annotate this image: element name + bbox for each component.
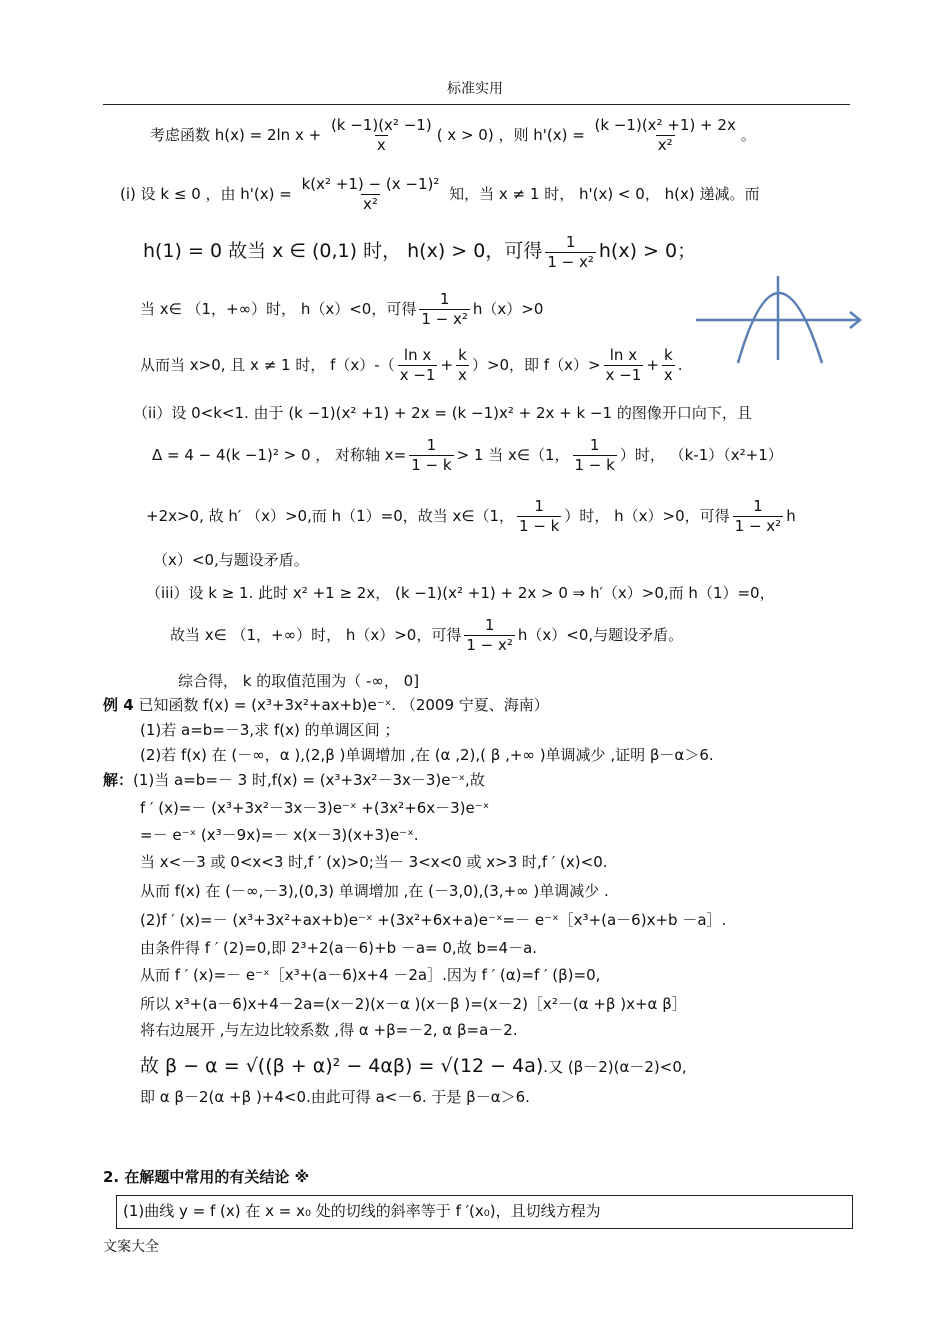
text: + — [440, 355, 454, 374]
text: （ii）设 0<k<1. 由于 (k −1)(x² +1) + 2x = (k −1)x² + 2x + k −1 的图像开口向下，且 — [133, 404, 752, 422]
solution-line-5 — [140, 882, 609, 901]
solution-line-6 — [140, 911, 726, 930]
text: f ′ (x)=－ (x³+3x²－3x－3)e⁻ˣ +(3x²+6x－3)e⁻ˣ — [140, 799, 490, 817]
frac-num: 1 — [753, 497, 763, 515]
frac-num: 1 — [439, 290, 450, 308]
text: 故 β − α = √((β + α)² − 4αβ) = √(12 − 4a) — [140, 1055, 544, 1077]
frac-den: 1 − x² — [421, 309, 468, 328]
text: +2x>0, 故 h′ （x）>0,而 h（1）=0，故当 x∈（1， — [146, 506, 515, 525]
fraction — [517, 497, 561, 536]
text: （x）<0,与题设矛盾。 — [153, 551, 309, 569]
solution-line-7 — [140, 939, 537, 958]
text: 考虑函数 h(x) = 2ln x + — [150, 125, 326, 144]
line-conclusion-k — [178, 672, 419, 691]
fraction — [733, 497, 784, 536]
text: 当 x<－3 或 0<x<3 时,f ′ (x)>0;当－ 3<x<0 或 x>3 时,f ′ (x)<0. — [140, 853, 608, 871]
solution-line-4 — [140, 853, 608, 872]
fraction — [662, 346, 675, 385]
fraction — [409, 436, 453, 475]
fraction — [329, 116, 434, 155]
frac-num: 1 — [484, 616, 495, 634]
text: 所以 x³+(a－6)x+4－2a=(x－2)(x－α )(x－β )=(x－2)［x²－(α +β )x+α β］ — [140, 995, 687, 1013]
text: h — [786, 506, 796, 525]
text: ）时， h（x）>0，可得 — [564, 506, 730, 525]
frac-den: x² — [657, 135, 673, 154]
text: 故当 x∈ （1，+∞）时， h（x）>0，可得 — [170, 625, 462, 644]
line-contradiction-iii — [170, 616, 683, 655]
example-4-q2 — [140, 746, 714, 765]
line-case-iii — [146, 584, 775, 603]
header-divider — [103, 104, 850, 105]
fraction — [456, 346, 469, 385]
solution-label: 解： — [103, 771, 134, 789]
frac-den: 1 − x² — [466, 635, 513, 654]
boxed-text: (1)曲线 y = f (x) 在 x = x₀ 处的切线的斜率等于 f ′(x₀)，且切线方程为 — [123, 1202, 601, 1220]
fraction — [419, 290, 470, 329]
parabola-curve — [738, 293, 822, 363]
line-case-i — [120, 175, 759, 214]
example-label: 例 4 — [103, 696, 134, 714]
text: 知，当 x ≠ 1 时， h'(x) < 0， h(x) 递减。而 — [444, 184, 760, 203]
text: 由条件得 f ′ (2)=0,即 2³+2(a－6)+b －a= 0,故 b=4－a. — [140, 939, 538, 957]
text: .又 (β－2)(α－2)<0, — [543, 1058, 687, 1076]
frac-num: k(x² +1) − (x −1)² — [301, 175, 440, 193]
text: 。 — [740, 125, 756, 144]
solution-line-1 — [103, 771, 485, 790]
line-h-prime-positive — [146, 497, 796, 536]
fraction — [545, 233, 596, 272]
frac-num: (k −1)(x² +1) + 2x — [594, 116, 736, 134]
text: h(1) = 0 故当 x ∈ (0,1) 时， h(x) > 0，可得 — [143, 239, 543, 262]
text: 从而 f(x) 在 (－∞,－3),(0,3) 单调增加 ,在 (－3,0),(3,+∞ )单调减少 . — [140, 882, 609, 900]
frac-den: 1 − k — [519, 516, 560, 535]
text: (2)f ′ (x)=－ (x³+3x²+ax+b)e⁻ˣ +(3x²+6x+a)e⁻ˣ=－ e⁻ˣ［x³+(a－6)x+b －a］. — [140, 911, 727, 929]
section-2-heading: 2. 在解题中常用的有关结论 ※ — [103, 1168, 310, 1186]
frac-num: 1 — [589, 436, 600, 454]
frac-den: x — [663, 365, 673, 384]
fraction — [593, 116, 738, 155]
frac-den: x — [376, 135, 386, 154]
text: h（x）>0 — [472, 299, 544, 318]
text: (1)当 a=b=－ 3 时,f(x) = (x³+3x²－3x－3)e⁻ˣ,故 — [133, 771, 485, 789]
text: 当 x∈ （1，+∞）时， h（x）<0，可得 — [140, 299, 417, 318]
line-x-gt-1 — [140, 290, 543, 329]
fraction — [464, 616, 515, 655]
frac-den: 1 − k — [411, 455, 452, 474]
text: h(x) > 0； — [598, 239, 697, 262]
text: 已知函数 f(x) = (x³+3x²+ax+b)e⁻ˣ. （2009 宁夏、海南） — [133, 696, 549, 714]
text: 综合得， k 的取值范围为（ -∞， 0] — [178, 672, 420, 690]
frac-num: ln x — [403, 346, 432, 364]
solution-line-2 — [140, 799, 489, 818]
frac-num: k — [663, 346, 673, 364]
text: (i) 设 k ≤ 0 ，由 h'(x) = — [120, 184, 297, 203]
text: 从而当 x>0, 且 x ≠ 1 时， f（x）-（ — [140, 355, 395, 374]
text: ）时， （k-1）（x²+1） — [619, 445, 783, 464]
line-h1-zero — [143, 233, 696, 272]
solution-line-3 — [140, 826, 419, 845]
solution-line-10 — [140, 1021, 518, 1040]
line-delta — [152, 436, 783, 475]
frac-den: 1 − x² — [547, 252, 594, 271]
text: =－ e⁻ˣ (x³－9x)=－ x(x－3)(x+3)e⁻ˣ. — [140, 826, 419, 844]
solution-line-9 — [140, 995, 687, 1014]
text: (1)若 a=b=－3,求 f(x) 的单调区间 ； — [140, 721, 400, 739]
frac-den: x −1 — [605, 365, 642, 384]
frac-num: (k −1)(x² −1) — [330, 116, 432, 134]
text: . — [677, 355, 683, 374]
solution-line-11 — [140, 1055, 687, 1079]
solution-line-8 — [140, 966, 600, 985]
frac-den: x −1 — [399, 365, 436, 384]
fraction — [604, 346, 644, 385]
parabola-graph — [694, 268, 864, 368]
frac-num: 1 — [565, 233, 576, 251]
frac-num: 1 — [534, 497, 544, 515]
text: (2)若 f(x) 在 (－∞，α ),(2,β )单调增加 ,在 (α ,2),( β ,+∞ )单调减少 ,证明 β－α＞6. — [140, 746, 714, 764]
frac-num: k — [458, 346, 467, 364]
text: 将右边展开 ,与左边比较系数 ,得 α +β=－2, α β=a－2. — [140, 1021, 518, 1039]
text: 即 α β－2(α +β )+4<0.由此可得 a<－6. 于是 β－α＞6. — [140, 1088, 530, 1106]
frac-num: 1 — [426, 436, 437, 454]
example-4-q1 — [140, 721, 399, 740]
line-case-ii — [133, 404, 752, 423]
solution-line-12 — [140, 1088, 530, 1107]
page-header: 标准实用 — [447, 81, 503, 97]
fraction — [573, 436, 617, 475]
line-thus — [140, 346, 683, 385]
boxed-conclusion — [116, 1195, 853, 1229]
text: h（x）<0,与题设矛盾。 — [517, 625, 684, 644]
fraction — [398, 346, 438, 385]
text: ）>0，即 f（x）> — [471, 355, 601, 374]
frac-den: x — [458, 365, 467, 384]
text: > 1 当 x∈（1， — [456, 445, 570, 464]
page-footer: 文案大全 — [103, 1239, 159, 1255]
frac-den: x² — [363, 194, 378, 213]
frac-num: ln x — [609, 346, 638, 364]
frac-den: 1 − k — [574, 455, 615, 474]
text: + — [646, 355, 659, 374]
line-consider-function — [150, 116, 756, 155]
text: Δ = 4 − 4(k −1)² > 0 ， 对称轴 x= — [152, 445, 407, 464]
frac-den: 1 − x² — [734, 516, 782, 535]
fraction — [300, 175, 442, 214]
text: ( x > 0) ，则 h'(x) = — [436, 125, 590, 144]
text: 从而 f ′ (x)=－ e⁻ˣ［x³+(a－6)x+4 －2a］.因为 f ′ (α)=f ′ (β)=0, — [140, 966, 601, 984]
example-4-statement — [103, 696, 549, 715]
text: （iii）设 k ≥ 1. 此时 x² +1 ≥ 2x， (k −1)(x² +1) + 2x > 0 ⇒ h′（x）>0,而 h（1）=0， — [146, 584, 775, 602]
line-contradiction-ii — [153, 551, 309, 570]
